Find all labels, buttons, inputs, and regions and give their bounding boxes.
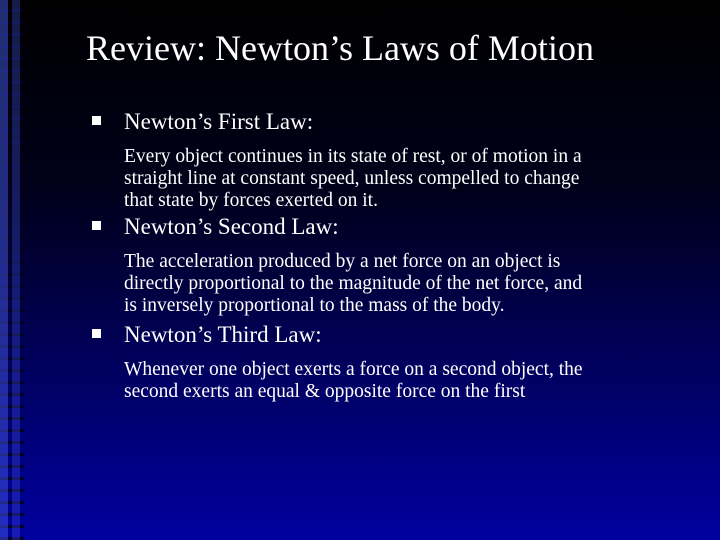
law-description-line: second exerts an equal & opposite force on the first xyxy=(124,381,526,402)
law-description xyxy=(124,146,694,212)
law-heading: Newton’s Second Law: xyxy=(124,214,339,239)
law-description xyxy=(124,359,694,403)
slide-title: Review: Newton’s Laws of Motion xyxy=(86,28,594,68)
law-description-line: straight line at constant speed, unless compelled to change xyxy=(124,168,580,189)
law-description-line: directly proportional to the magnitude of the net force, and xyxy=(124,273,583,294)
law-description-line: that state by forces exerted on it. xyxy=(124,190,378,211)
law-description xyxy=(124,251,694,317)
square-bullet-icon xyxy=(92,116,101,125)
law-description-line: Whenever one object exerts a force on a second object, the xyxy=(124,359,583,380)
law-heading: Newton’s Third Law: xyxy=(124,322,322,347)
law-heading: Newton’s First Law: xyxy=(124,109,314,134)
square-bullet-icon xyxy=(92,221,101,230)
law-description-line: The acceleration produced by a net force on an object is xyxy=(124,251,561,272)
law-description-line: is inversely proportional to the mass of the body. xyxy=(124,295,505,316)
square-bullet-icon xyxy=(92,329,101,338)
decorative-side-stripe xyxy=(0,0,24,540)
law-description-line: Every object continues in its state of rest, or of motion in a xyxy=(124,146,582,167)
